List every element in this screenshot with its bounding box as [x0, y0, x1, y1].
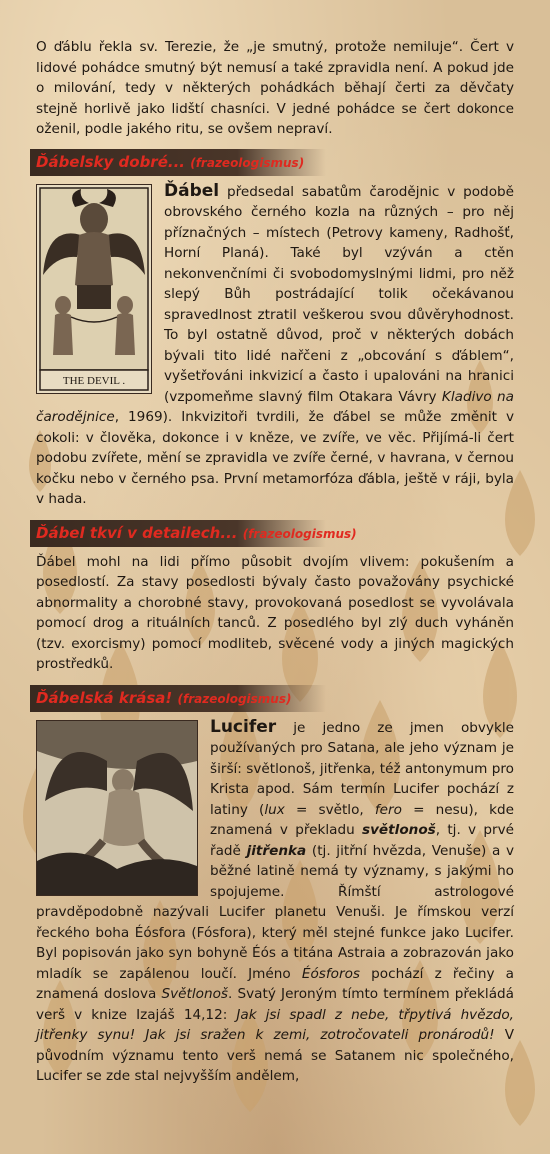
section-1-text: Ďábel předsedal sabatům čarodějnic v podobě obrovského černého kozla na různých – pro něj příznačných – místech (Petrovy kameny, Radhošť, Horní Planá). Také byl vzýván a ctěn nekonvenčními či svobodomyslnými lidmi, pro něž slepý Bůh postrádající tolik očekávanou spravedlnost ztratil veškerou svou důvěryhodnost. To byl ostatně důvod, proč v některých dobách bývali tito lidé nařčeni z „obcování s ďáblem“, vyšetřováni inkvizicí a často i upalováni na hranici (vzpomeňme slavný film Otakara Vávry Kladivo na čarodějnice, 1969). Inkvizitoři tvrdili, že ďábel se může změnit v cokoli: v člověka, dokonce i v kněze, ve zvíře, ve věc. Přijímá-li čert podobu zvířete, mění se zpravidla ve zvíře černé, v havrana, v černou kočku nebo v černého psa. První metamorfóza ďábla, ještě v ráji, byla v hada.: [36, 180, 514, 507]
devil-tarot-image: [36, 184, 152, 394]
tarot-caption: THE DEVIL .: [62, 374, 126, 387]
section-2: [36, 552, 514, 675]
section-3-text: Lucifer je jedno ze jmen obvykle používaných pro Satana, ale jeho význam je širší: světlonoš, jitřenka, též antonymum pro Krista apod. Sám termín Lucifer pochází z latiny (lux = světlo, fero = nesu), kde znamená v překladu světlonoš, tj. v prvé řadě jitřenka (tj. jitřní hvězda, Venuše) a v běžné latině nemá ty významy, s jakými ho spojujeme. Římští astrologové pravděpodobně nazývali Lucifer planetu Venuši. Je římskou verzí řeckého boha Éósfora (Fósfora), který měl stejné funkce jako Lucifer. Byl popisován jako syn bohyně Éós a titána Astraia a zobrazován jako mladík se zapálenou loučí. Jméno Éósforos pochází z řečiny a znamená doslova Světlonoš. Svatý Jeroným tímto termínem překládá verš v knize Izajáš 14,12: Jak jsi spadl z nebe, třpytivá hvězdo, jitřenky synu! Jak jsi sražen k zemi, zotročovateli pronárodů! V původním významu tento verš nemá se Satanem nic společného, Lucifer se zde stal nejvyšším andělem,: [36, 716, 515, 1084]
section-heading-title: Ďábelsky dobré...: [36, 152, 185, 171]
section-heading-2: [30, 520, 357, 547]
lead-word: Lucifer: [210, 716, 277, 737]
intro-paragraph: O ďáblu řekla sv. Terezie, že „je smutný, protože nemiluje“. Čert v lidové pohádce smutný být nemusí a také zpravidla není. A pokud jde o milování, tedy v některých pohádkách běhají čerti za děvčaty stejně horlivě jako lidští chasníci. V jedné pohádce se čert dokonce oženil, podle jakého ritu, se ovšem nepraví.: [36, 39, 514, 137]
lead-word: Ďábel: [164, 180, 220, 201]
section-heading-tag: (frazeologismus): [190, 155, 305, 170]
section-1: [36, 181, 514, 510]
section-heading-tag: (frazeologismus): [177, 691, 292, 706]
devil-illustration: [37, 185, 151, 393]
lucifer-engraving-image: [36, 720, 198, 896]
section-heading-3: [30, 685, 326, 712]
section-heading-1: [30, 149, 326, 176]
lucifer-illustration: [37, 721, 197, 895]
section-3: [36, 717, 514, 1087]
section-2-text: Ďábel mohl na lidi přímo působit dvojím vlivem: pokušením a posedlostí. Za stavy posedlosti bývaly často považovány psychické abnormality a chorobné stavy, provokovaná posedlost se vyvolávala pomocí drog a rituálních tanců. Z posedlého byl zlý duch vyháněn (tzv. exorcismy) pomocí modliteb, svěcené vody a jiných magických prostředků.: [36, 553, 514, 672]
section-heading-tag: (frazeologismus): [242, 526, 357, 541]
section-heading-title: Ďábelská krása!: [36, 688, 173, 707]
section-heading-title: Ďábel tkví v detailech...: [36, 523, 238, 542]
